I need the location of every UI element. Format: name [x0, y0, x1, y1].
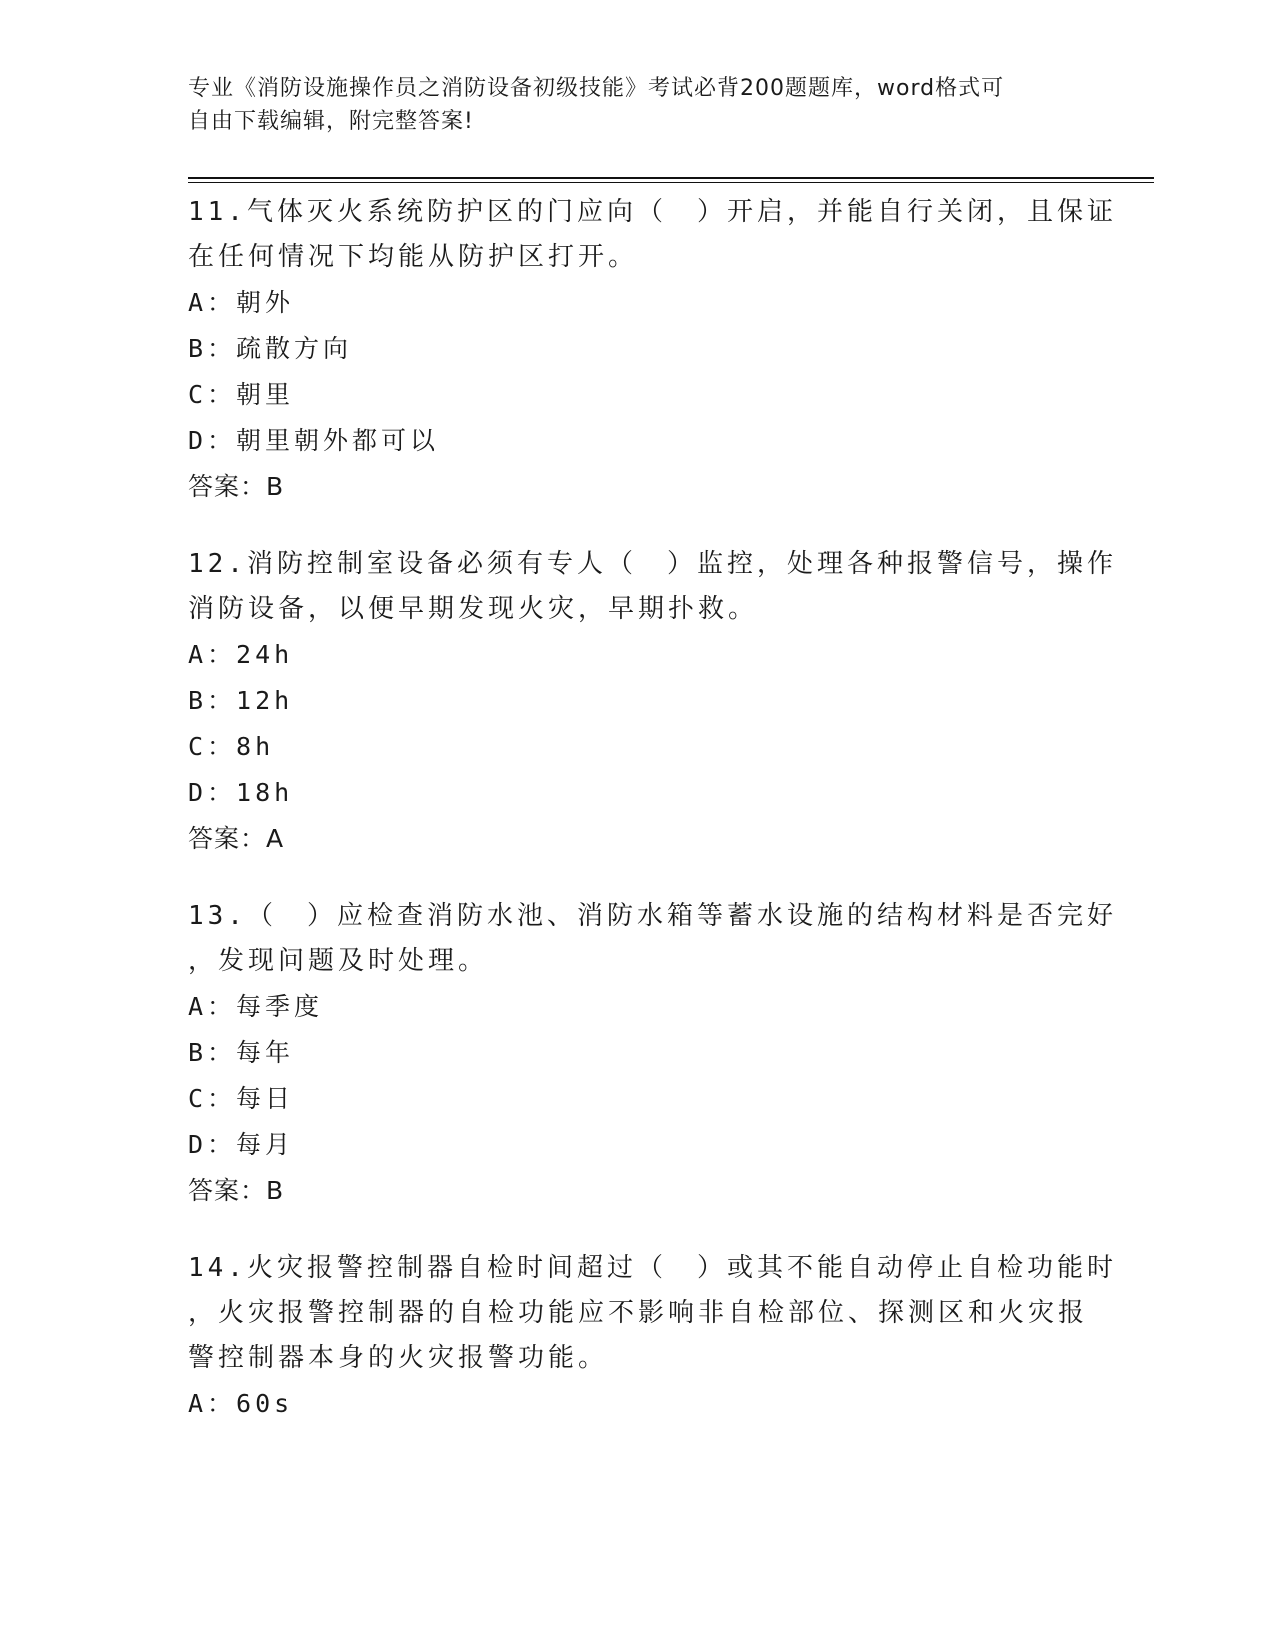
- header-divider: [188, 177, 1154, 179]
- answer-line: 答案：B: [188, 1176, 285, 1205]
- option-d: D：每月: [188, 1130, 295, 1159]
- stem-line: 警控制器本身的火灾报警功能。: [188, 1343, 609, 1373]
- question-13: [188, 894, 1117, 1214]
- document-header: [188, 72, 1088, 138]
- stem-line: ，发现问题及时处理。: [188, 946, 489, 976]
- question-stem: [188, 894, 1117, 984]
- answer-line: 答案：A: [188, 824, 285, 853]
- question-11: [188, 190, 1117, 510]
- option-a: A：朝外: [188, 288, 295, 317]
- option-a: A：每季度: [188, 992, 324, 1021]
- stem-line: 14.火灾报警控制器自检时间超过（ ）或其不能自动停止自检功能时: [188, 1253, 1117, 1283]
- question-list: [188, 190, 1117, 1459]
- option-b: B：每年: [188, 1038, 295, 1067]
- option-d: D：朝里朝外都可以: [188, 426, 440, 455]
- question-stem: [188, 542, 1117, 632]
- header-line: 专业《消防设施操作员之消防设备初级技能》考试必背200题题库，word格式可: [188, 76, 1005, 101]
- option-c: C：朝里: [188, 380, 295, 409]
- stem-line: ，火灾报警控制器的自检功能应不影响非自检部位、探测区和火灾报: [188, 1298, 1089, 1328]
- option-c: C：8h: [188, 732, 275, 761]
- option-d: D：18h: [188, 778, 294, 807]
- question-stem: [188, 1246, 1117, 1381]
- header-divider: [188, 182, 1154, 183]
- option-c: C：每日: [188, 1084, 295, 1113]
- stem-line: 在任何情况下均能从防护区打开。: [188, 242, 639, 272]
- answer-line: 答案：B: [188, 472, 285, 501]
- stem-line: 11.气体灭火系统防护区的门应向（ ）开启，并能自行关闭，且保证: [188, 197, 1117, 227]
- stem-line: 12.消防控制室设备必须有专人（ ）监控，处理各种报警信号，操作: [188, 549, 1117, 579]
- stem-line: 13.（ ）应检查消防水池、消防水箱等蓄水设施的结构材料是否完好: [188, 901, 1117, 931]
- stem-line: 消防设备，以便早期发现火灾，早期扑救。: [188, 594, 759, 624]
- question-stem: [188, 190, 1117, 280]
- option-a: A：60s: [188, 1389, 294, 1418]
- option-a: A：24h: [188, 640, 294, 669]
- option-b: B：12h: [188, 686, 294, 715]
- question-12: [188, 542, 1117, 862]
- header-line: 自由下载编辑，附完整答案!: [188, 109, 474, 134]
- option-b: B：疏散方向: [188, 334, 353, 363]
- question-14: [188, 1246, 1117, 1427]
